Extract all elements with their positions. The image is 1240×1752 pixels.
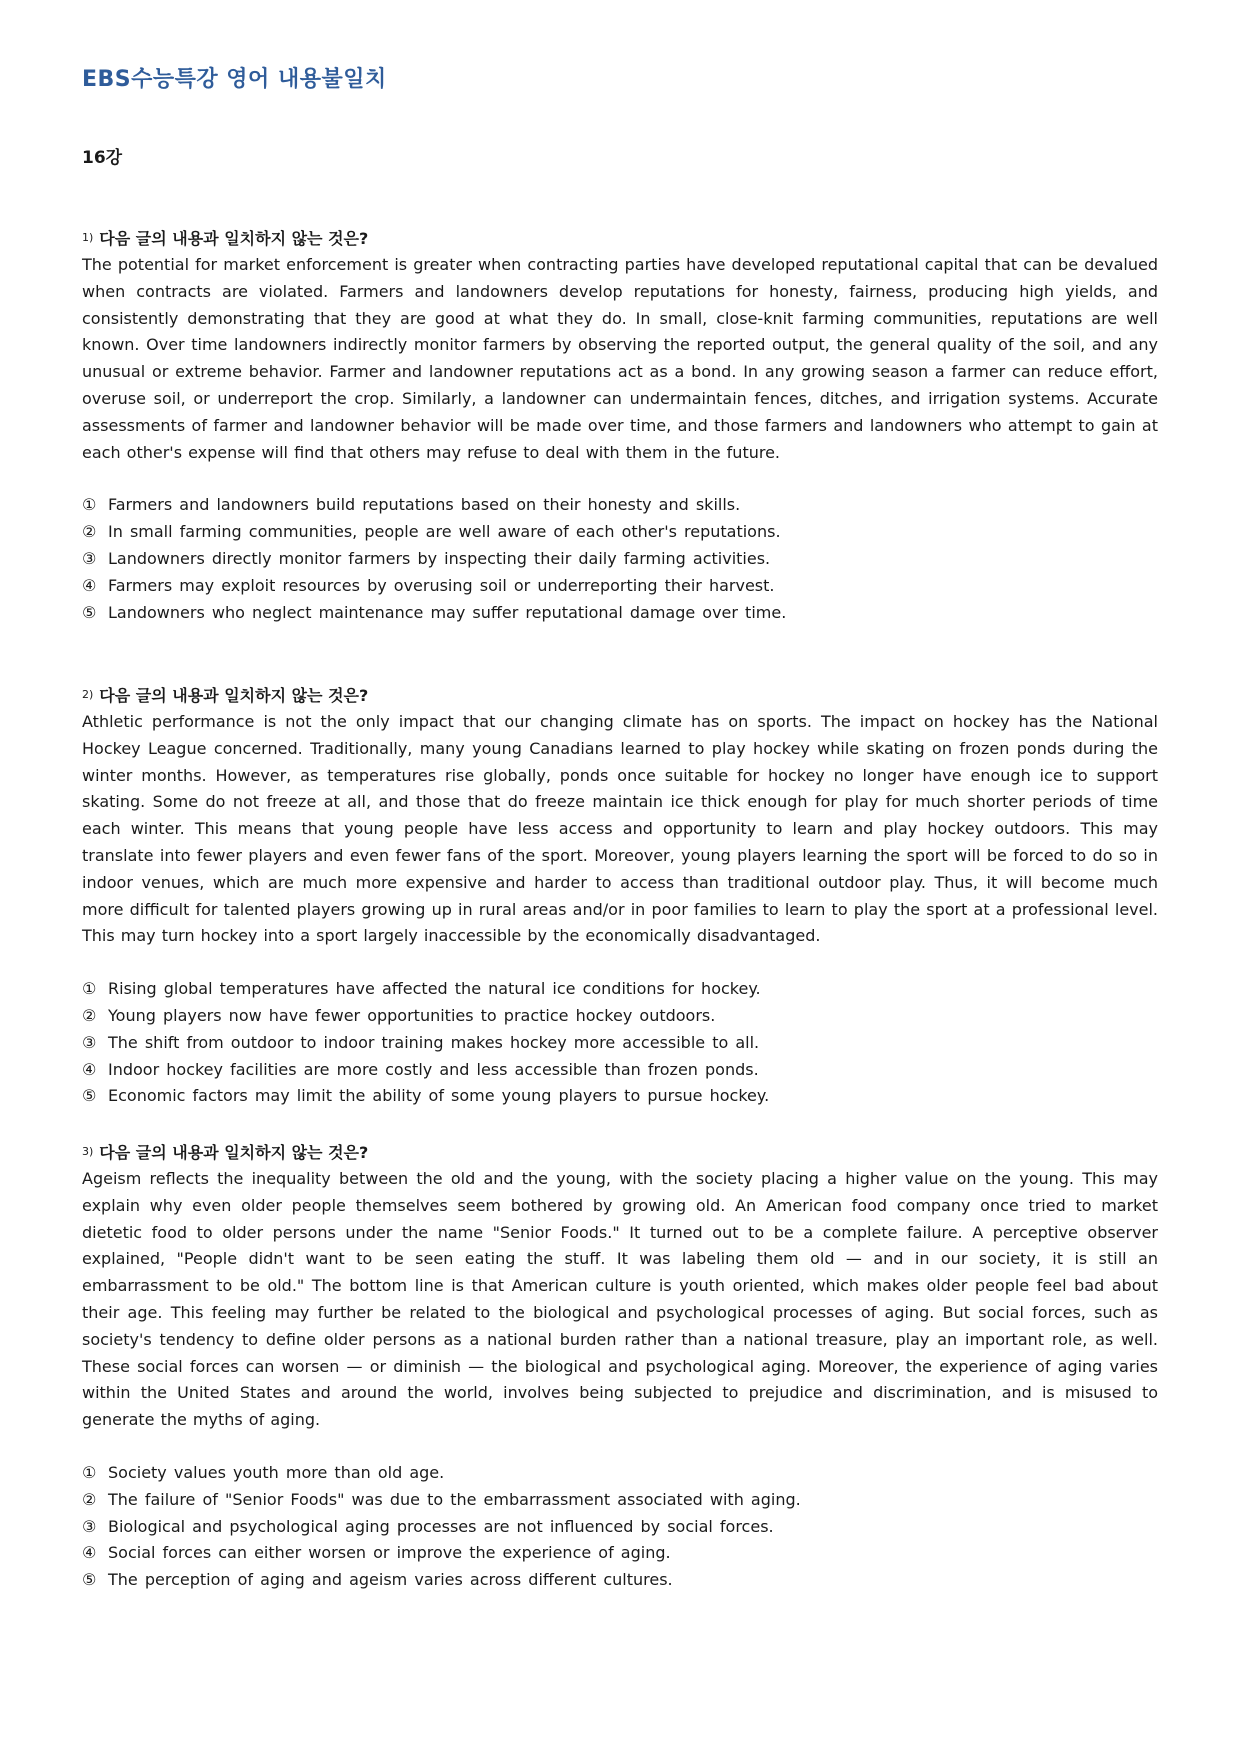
- answer-choices: [82, 976, 1158, 1110]
- choice-text: In small farming communities, people are well aware of each other's reputations.: [108, 522, 781, 542]
- question-passage: The potential for market enforcement is greater when contracting parties have developed reputational capital that can be devalued when contracts are violated. Farmers and landowners develop reputations for honesty, fairness, producing high yields, and consistently demonstrating that they are good at what they do. In small, close-knit farming communities, reputations are well known. Over time landowners indirectly monitor farmers by observing the reported output, the general quality of the soil, and any unusual or extreme behavior. Farmer and landowner reputations act as a bond. In any growing season a farmer can reduce effort, overuse soil, or underreport the crop. Similarly, a landowner can undermaintain fences, ditches, and irrigation systems. Accurate assessments of farmer and landowner behavior will be made over time, and those farmers and landowners who attempt to gain at each other's expense will find that others may refuse to deal with them in the future.: [82, 255, 1158, 462]
- answer-choice-1: [82, 976, 1158, 1003]
- answer-choice-4: [82, 1057, 1158, 1084]
- choice-number: ①: [82, 1462, 97, 1482]
- choice-number: ④: [82, 1543, 97, 1563]
- choice-text: Social forces can either worsen or improve the experience of aging.: [108, 1543, 671, 1563]
- choice-text: Economic factors may limit the ability of some young players to pursue hockey.: [108, 1086, 770, 1106]
- choice-number: ⑤: [82, 1086, 97, 1106]
- question-passage: Athletic performance is not the only impact that our changing climate has on sports. The impact on hockey has the National Hockey League concerned. Traditionally, many young Canadians learned to play hockey while skating on frozen ponds during the winter months. However, as temperatures rise globally, ponds once suitable for hockey no longer have enough ice to support skating. Some do not freeze at all, and those that do freeze maintain ice thick enough for play for much shorter periods of time each winter. This means that young people have less access and opportunity to learn and play hockey outdoors. This may translate into fewer players and even fewer fans of the sport. Moreover, young players learning the sport will be forced to do so in indoor venues, which are much more expensive and harder to access than traditional outdoor play. Thus, it will become much more difficult for talented players growing up in rural areas and/or in poor families to learn to play the sport at a professional level. This may turn hockey into a sport largely inaccessible by the economically disadvantaged.: [82, 712, 1158, 946]
- answer-choice-3: [82, 1514, 1158, 1541]
- choice-number: ①: [82, 495, 97, 515]
- question-2: [82, 682, 1158, 1110]
- choice-number: ②: [82, 522, 97, 542]
- answer-choice-4: [82, 573, 1158, 600]
- question-number: 1): [82, 231, 94, 244]
- answer-choices: [82, 1460, 1158, 1594]
- choice-text: Young players now have fewer opportunities to practice hockey outdoors.: [108, 1005, 716, 1025]
- answer-choice-4: [82, 1540, 1158, 1567]
- lesson-heading: 16강: [82, 148, 123, 168]
- question-header: [82, 225, 1158, 252]
- choice-number: ⑤: [82, 602, 97, 622]
- choice-text: The failure of "Senior Foods" was due to the embarrassment associated with aging.: [108, 1489, 801, 1509]
- choice-text: Farmers and landowners build reputations based on their honesty and skills.: [108, 495, 741, 515]
- answer-choice-2: [82, 1487, 1158, 1514]
- question-prompt: 다음 글의 내용과 일치하지 않는 것은?: [99, 686, 369, 705]
- choice-number: ②: [82, 1005, 97, 1025]
- choice-text: Society values youth more than old age.: [108, 1462, 445, 1482]
- answer-choice-2: [82, 1003, 1158, 1030]
- choice-number: ④: [82, 575, 97, 595]
- answer-choice-2: [82, 519, 1158, 546]
- choice-text: The shift from outdoor to indoor training makes hockey more accessible to all.: [108, 1032, 760, 1052]
- answer-choice-5: [82, 1083, 1158, 1110]
- answer-choice-3: [82, 546, 1158, 573]
- document-title: EBS수능특강 영어 내용불일치: [82, 67, 387, 92]
- question-3: [82, 1139, 1158, 1594]
- question-header: [82, 1139, 1158, 1166]
- choice-number: ③: [82, 1032, 97, 1052]
- question-header: [82, 682, 1158, 709]
- answer-choice-5: [82, 600, 1158, 627]
- choice-number: ⑤: [82, 1570, 97, 1590]
- choice-text: Biological and psychological aging processes are not influenced by social forces.: [108, 1516, 774, 1536]
- choice-text: Landowners who neglect maintenance may suffer reputational damage over time.: [108, 602, 787, 622]
- choice-number: ③: [82, 548, 97, 568]
- question-number: 3): [82, 1145, 94, 1158]
- question-1: [82, 225, 1158, 626]
- answer-choice-5: [82, 1567, 1158, 1594]
- answer-choice-3: [82, 1030, 1158, 1057]
- question-passage: Ageism reflects the inequality between the old and the young, with the society placing a higher value on the young. This may explain why even older people themselves seem bothered by growing old. An American food company once tried to market dietetic food to older persons under the name "Senior Foods." It turned out to be a complete failure. A perceptive observer explained, "People didn't want to be seen eating the stuff. It was labeling them old — and in our society, it is still an embarrassment to be old." The bottom line is that American culture is youth oriented, which makes older people feel bad about their age. This feeling may further be related to the biological and psychological processes of aging. But social forces, such as society's tendency to define older persons as a national burden rather than a national treasure, play an important role, as well. These social forces can worsen — or diminish — the biological and psychological aging. Moreover, the experience of aging varies within the United States and around the world, involves being subjected to prejudice and discrimination, and is misused to generate the myths of aging.: [82, 1169, 1158, 1430]
- choice-number: ③: [82, 1516, 97, 1536]
- choice-text: Indoor hockey facilities are more costly and less accessible than frozen ponds.: [108, 1059, 759, 1079]
- choice-text: Farmers may exploit resources by overusing soil or underreporting their harvest.: [108, 575, 775, 595]
- answer-choice-1: [82, 1460, 1158, 1487]
- answer-choice-1: [82, 492, 1158, 519]
- choice-text: Rising global temperatures have affected the natural ice conditions for hockey.: [108, 979, 761, 999]
- choice-number: ④: [82, 1059, 97, 1079]
- choice-number: ②: [82, 1489, 97, 1509]
- question-number: 2): [82, 688, 94, 701]
- choice-number: ①: [82, 979, 97, 999]
- choice-text: The perception of aging and ageism varies across different cultures.: [108, 1570, 673, 1590]
- question-prompt: 다음 글의 내용과 일치하지 않는 것은?: [99, 1143, 369, 1162]
- question-prompt: 다음 글의 내용과 일치하지 않는 것은?: [99, 229, 369, 248]
- choice-text: Landowners directly monitor farmers by inspecting their daily farming activities.: [108, 548, 771, 568]
- answer-choices: [82, 492, 1158, 626]
